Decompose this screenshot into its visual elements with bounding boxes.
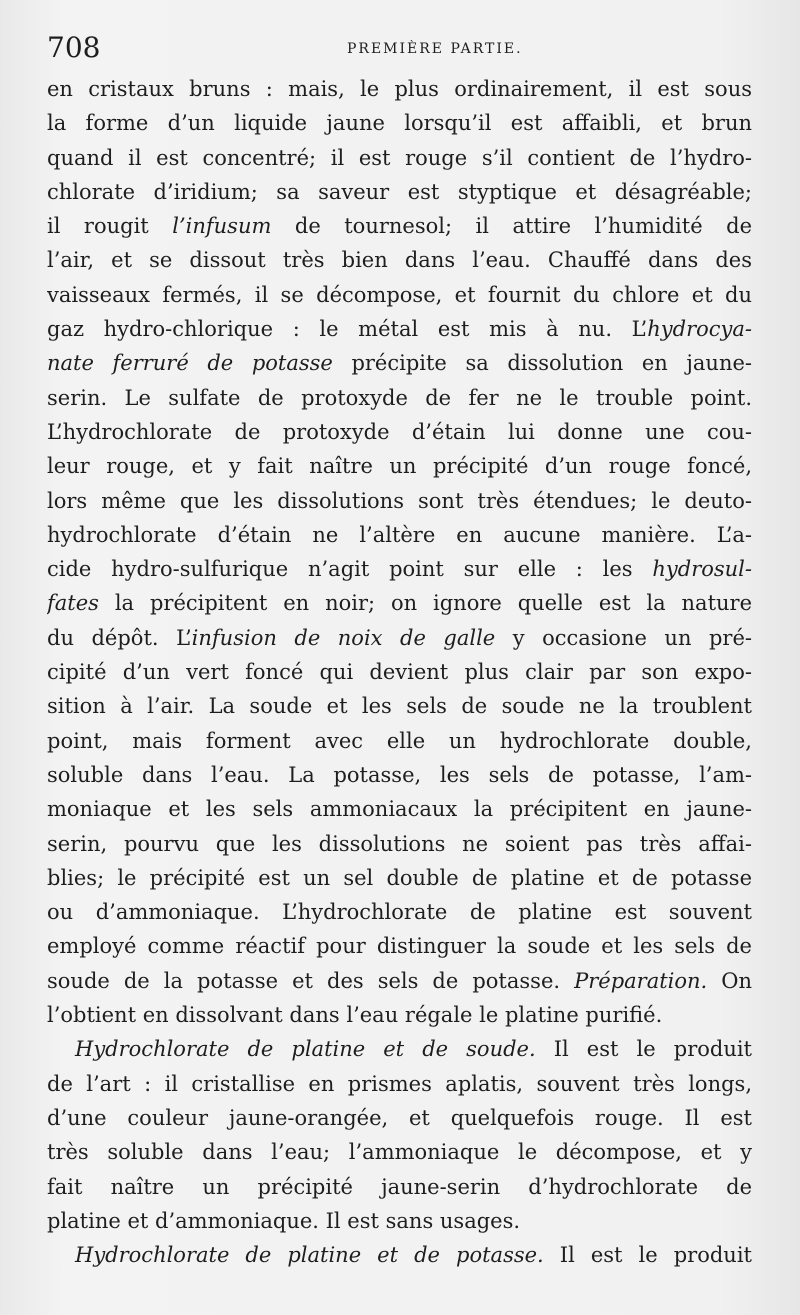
text-segment: précipite sa dissolution en jaune- [332, 351, 752, 376]
text-line [47, 689, 752, 723]
text-segment: en cristaux bruns : mais, le plus ordinairement, il est sous [47, 77, 752, 101]
italic-text: l’infusum [172, 214, 272, 239]
body-text [47, 72, 752, 1272]
text-segment: d’une couleur jaune-orangée, et quelquefois rouge. Il est [47, 1105, 752, 1130]
italic-text: Hydrochlorate de platine et de soude. [75, 1037, 536, 1062]
text-line [47, 312, 752, 346]
text-line [47, 415, 752, 449]
text-segment: soude de la potasse et des sels de potasse. [47, 968, 575, 993]
text-segment: point, mais forment avec elle un hydrochlorate double, [47, 728, 752, 753]
page-header [47, 30, 747, 70]
text-segment: quand il est concentré; il est rouge s’il contient de l’hydro- [47, 145, 752, 170]
text-line [47, 106, 752, 140]
text-line [47, 929, 752, 963]
text-line [47, 724, 752, 758]
text-line [47, 586, 752, 620]
text-segment: L’hydrochlorate de protoxyde d’étain lui donne une cou- [47, 419, 752, 444]
text-line [47, 1067, 752, 1101]
running-title: PREMIÈRE PARTIE. [347, 41, 523, 57]
text-segment: moniaque et les sels ammoniacaux la précipitent en jaune- [47, 797, 752, 822]
text-line [47, 278, 752, 312]
text-segment: employé comme réactif pour distinguer la soude et les sels de [47, 934, 752, 959]
text-line [47, 72, 752, 106]
text-line [47, 209, 752, 243]
text-segment: l’obtient en dissolvant dans l’eau régale le platine purifié. [47, 1003, 663, 1028]
italic-text: Hydrochlorate de platine et de potasse. [75, 1243, 544, 1268]
text-line [47, 175, 752, 209]
text-segment: très soluble dans l’eau; l’ammoniaque le décompose, et y [47, 1140, 752, 1165]
text-segment: vaisseaux fermés, il se décompose, et fournit du chlore et du [47, 282, 752, 307]
text-line [47, 861, 752, 895]
text-line [47, 1238, 752, 1272]
text-segment: y occasione un pré- [495, 625, 752, 650]
text-segment: il rougit [47, 214, 173, 239]
text-line [47, 1101, 752, 1135]
text-segment: serin. Le sulfate de protoxyde de fer ne le trouble point. [47, 385, 752, 410]
text-segment: du dépôt. L’ [47, 625, 192, 650]
text-line [47, 346, 752, 380]
text-segment: platine et d’ammoniaque. Il est sans usages. [47, 1208, 521, 1233]
text-line [47, 655, 752, 689]
text-segment: On [707, 968, 752, 993]
text-segment: hydrochlorate d’étain ne l’altère en aucune manière. L’a- [47, 522, 752, 547]
text-line [47, 964, 752, 998]
text-line [47, 518, 752, 552]
text-line [47, 1135, 752, 1169]
text-line [47, 895, 752, 929]
text-segment: serin, pourvu que les dissolutions ne soient pas très affai- [47, 831, 752, 856]
text-segment: de tournesol; il attire l’humidité de [271, 214, 752, 239]
text-segment: la forme d’un liquide jaune lorsqu’il est affaibli, et brun [47, 111, 752, 136]
text-segment: fait naître un précipité jaune-serin d’hydrochlorate de [47, 1174, 752, 1199]
text-line [47, 1204, 752, 1238]
text-line [47, 449, 752, 483]
text-line [47, 381, 752, 415]
text-segment: gaz hydro-chlorique : le métal est mis à nu. L’ [47, 317, 648, 342]
page-number: 708 [47, 31, 101, 64]
italic-text: infusion de noix de galle [191, 625, 496, 650]
text-line [47, 1170, 752, 1204]
text-line [47, 758, 752, 792]
text-segment: chlorate d’iridium; sa saveur est styptique et désagréable; [47, 179, 752, 204]
text-segment: blies; le précipité est un sel double de platine et de potasse [47, 865, 752, 890]
text-line [47, 621, 752, 655]
text-segment: cide hydro-sulfurique n’agit point sur elle : les [47, 557, 653, 582]
text-segment: ou d’ammoniaque. L’hydrochlorate de platine est souvent [47, 900, 752, 925]
text-segment: lors même que les dissolutions sont très étendues; le deuto- [47, 488, 752, 513]
italic-text: fates [47, 591, 99, 616]
text-line [47, 552, 752, 586]
text-segment: leur rouge, et y fait naître un précipité d’un rouge foncé, [47, 454, 752, 479]
text-segment: cipité d’un vert foncé qui devient plus clair par son expo- [47, 660, 752, 685]
text-line [47, 827, 752, 861]
text-segment: Il est le produit [543, 1243, 752, 1268]
text-line [47, 792, 752, 826]
italic-text: hydrosul- [652, 557, 752, 582]
italic-text: nate ferruré de potasse [47, 351, 333, 376]
text-line [47, 141, 752, 175]
text-line [47, 484, 752, 518]
text-segment: l’air, et se dissout très bien dans l’eau. Chauffé dans des [47, 248, 752, 273]
text-line [47, 243, 752, 277]
text-segment: de l’art : il cristallise en prismes aplatis, souvent très longs, [47, 1071, 752, 1096]
text-segment: soluble dans l’eau. La potasse, les sels de potasse, l’am- [47, 762, 752, 787]
text-line [47, 998, 752, 1032]
text-segment: sition à l’air. La soude et les sels de soude ne la troublent [47, 694, 752, 719]
italic-text: hydrocya- [647, 317, 752, 342]
italic-text: Préparation. [574, 968, 708, 993]
text-segment: la précipitent en noir; on ignore quelle est la nature [98, 591, 752, 616]
text-segment: Il est le produit [535, 1037, 752, 1062]
text-line [47, 1032, 752, 1066]
